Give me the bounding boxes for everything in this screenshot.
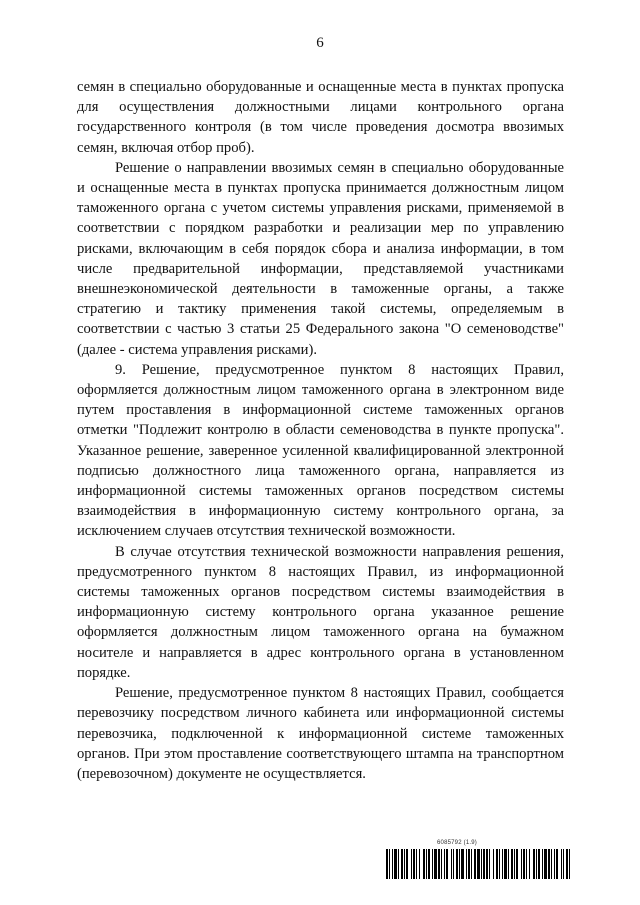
page-number: 6 [316, 35, 324, 51]
paragraph-no-technical-possibility: В случае отсутствия технической возможности направления решения, предусмотренного пунктом 8 настоящих Правил, из информационной системы таможенных органов посредством системы взаимодействия в информационную систему контрольного органа указанное решение оформляется должностным лицом таможенного органа на бумажном носителе и направляется в адрес контрольного органа в установленном порядке. [77, 543, 564, 681]
paragraph-risk-management: Решение о направлении ввозимых семян в специально оборудованные и оснащенные места в пунктах пропуска принимается должностным лицом таможенного органа с учетом системы управления рисками, применяемой в соответствии с порядком разработки и реализации мер по управлению рисками, включающим в себя порядок сбора и анализа информации, в том числе предварительной информации, представляемой участниками внешнеэкономической деятельности в таможенные органы, а также стратегию и тактику применения такой системы, определяемым в соответствии с частью 3 статьи 25 Федерального закона "О семеноводстве" (далее - система управления рисками). [77, 159, 564, 358]
document-barcode-block [385, 840, 571, 882]
paragraph-continuation: семян в специально оборудованные и оснащенные места в пунктах пропуска для осуществления должностными лицами контрольного органа государственного контроля (в том числе проведения досмотра ввозимых семян, включая отбор проб). [77, 79, 564, 156]
document-body [77, 77, 564, 784]
barcode-caption: 6085792 (1.9) [437, 840, 477, 846]
paragraph-carrier-notification: Решение, предусмотренное пунктом 8 настоящих Правил, сообщается перевозчику посредством личного кабинета или информационной системы перевозчика, подключенной к информационной системе таможенных органов. При этом проставление соответствующего штампа на транспортном (перевозочном) документе не осуществляется. [77, 685, 564, 782]
barcode-icon [385, 849, 571, 879]
paragraph-clause-9: 9. Решение, предусмотренное пунктом 8 настоящих Правил, оформляется должностным лицом таможенного органа в электронном виде путем проставления в информационной системе таможенных органов отметки "Подлежит контролю в области семеноводства в пункте пропуска". Указанное решение, заверенное усиленной квалифицированной электронной подписью должностного лица таможенного органа, направляется из информационной системы таможенных органов посредством системы взаимодействия в информационную систему контрольного органа, за исключением случаев отсутствия технической возможности. [77, 361, 564, 540]
